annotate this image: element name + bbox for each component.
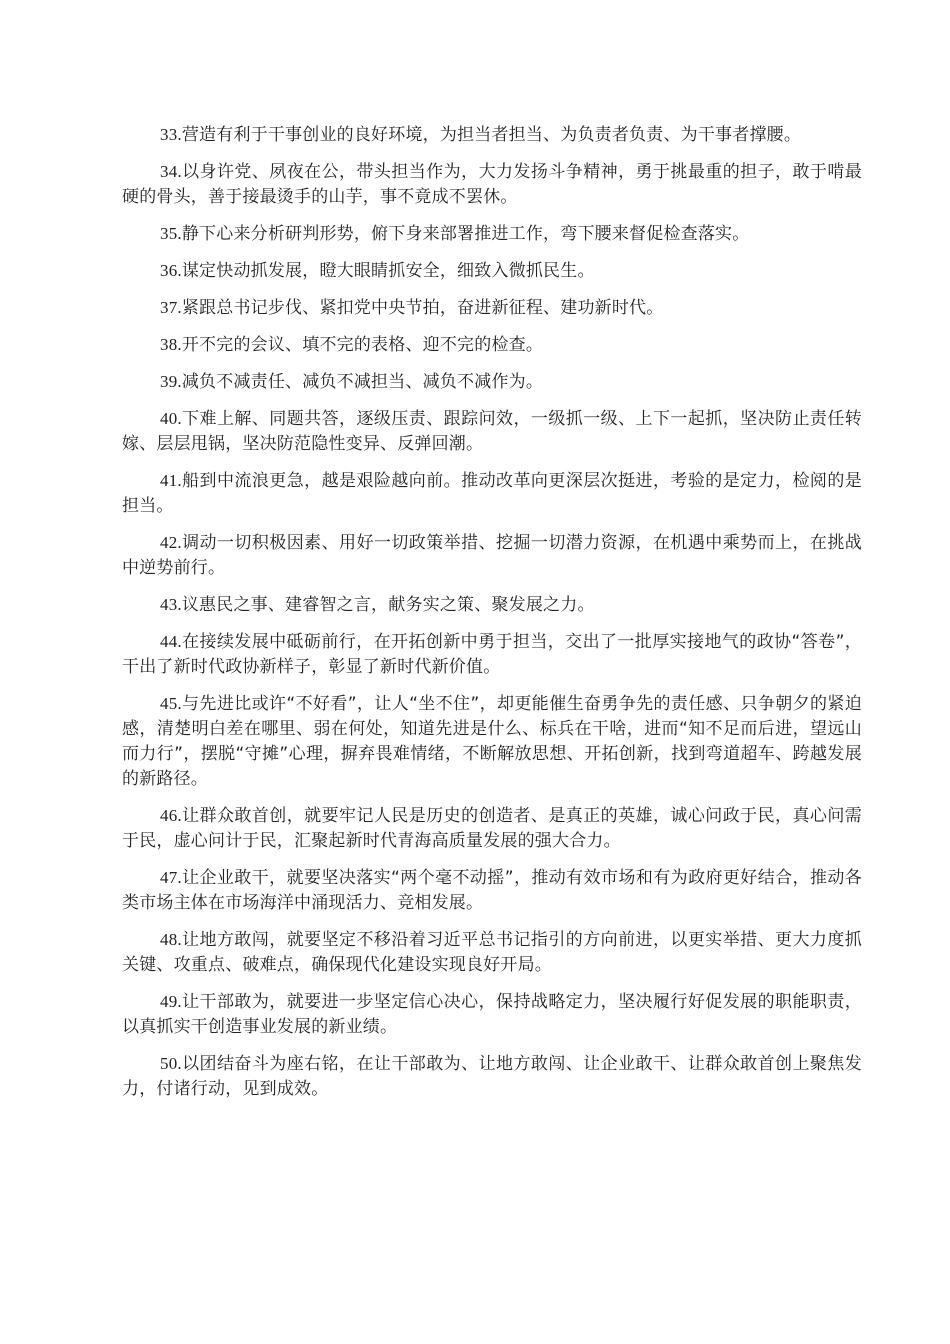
item-text: 让群众敢首创，就要牢记人民是历史的创造者、是真正的英雄，诚心问政于民，真心问需于民，虚心问计于民，汇聚起新时代青海高质量发展的强大合力。	[122, 806, 862, 851]
list-item	[122, 406, 862, 457]
item-text: 在接续发展中砥砺前行，在开拓创新中勇于担当，交出了一批厚实接地气的政协“答卷”，干出了新时代政协新样子，彰显了新时代新价值。	[122, 632, 862, 677]
item-text: 与先进比或许“不好看”，让人“坐不住”，却更能催生奋勇争先的责任感、只争朝夕的紧迫感，清楚明白差在哪里、弱在何处，知道先进是什么、标兵在干啥，进而“知不足而后进，望远山而力行”，摆脱“守摊”心理，摒弃畏难情绪，不断解放思想、开拓创新，找到弯道超车、跨越发展的新路径。	[122, 694, 862, 789]
list-item	[122, 629, 862, 680]
list-item	[122, 803, 862, 854]
item-number: 34.	[160, 162, 182, 181]
item-text: 船到中流浪更急，越是艰险越向前。推动改革向更深层次挺进，考验的是定力，检阅的是担当。	[122, 471, 862, 516]
list-item	[122, 530, 862, 581]
item-text: 调动一切积极因素、用好一切政策举措、挖掘一切潜力资源，在机遇中乘势而上，在挑战中逆势前行。	[122, 533, 862, 578]
list-item	[122, 221, 862, 247]
list-item	[122, 927, 862, 978]
list-item	[122, 865, 862, 916]
item-number: 46.	[160, 806, 182, 825]
item-number: 47.	[160, 868, 182, 887]
item-number: 48.	[160, 930, 182, 949]
document-body	[122, 122, 862, 1113]
item-text: 紧跟总书记步伐、紧扣党中央节拍，奋进新征程、建功新时代。	[181, 298, 664, 318]
list-item	[122, 122, 862, 148]
item-text: 让干部敢为，就要进一步坚定信心决心，保持战略定力，坚决履行好促发展的职能职责，以真抓实干创造事业发展的新业绩。	[122, 992, 862, 1037]
item-text: 营造有利于干事创业的良好环境，为担当者担当、为负责者负责、为干事者撑腰。	[181, 125, 802, 145]
list-item	[122, 258, 862, 284]
item-number: 40.	[160, 409, 182, 428]
item-text: 下难上解、同题共答，逐级压责、跟踪问效，一级抓一级、上下一起抓，坚决防止责任转嫁、层层甩锅，坚决防范隐性变异、反弹回潮。	[122, 409, 862, 454]
item-text: 议惠民之事、建睿智之言，献务实之策、聚发展之力。	[181, 595, 595, 615]
item-number: 50.	[160, 1054, 182, 1073]
item-number: 43.	[160, 595, 182, 614]
list-item	[122, 369, 862, 395]
list-item	[122, 592, 862, 618]
item-text: 减负不减责任、减负不减担当、减负不减作为。	[181, 372, 544, 392]
list-item	[122, 159, 862, 210]
item-number: 44.	[160, 632, 182, 651]
item-text: 以团结奋斗为座右铭，在让干部敢为、让地方敢闯、让企业敢干、让群众敢首创上聚焦发力，付诸行动，见到成效。	[122, 1054, 862, 1099]
item-text: 谋定快动抓发展，瞪大眼睛抓安全，细致入微抓民生。	[181, 261, 595, 281]
item-number: 35.	[160, 224, 182, 243]
item-number: 36.	[160, 261, 182, 280]
item-text: 让地方敢闯，就要坚定不移沿着习近平总书记指引的方向前进，以更实举措、更大力度抓关键、攻重点、破难点，确保现代化建设实现良好开局。	[122, 930, 862, 975]
list-item	[122, 295, 862, 321]
list-item	[122, 1051, 862, 1102]
item-number: 49.	[160, 992, 182, 1011]
list-item	[122, 691, 862, 792]
list-item	[122, 468, 862, 519]
list-item	[122, 989, 862, 1040]
item-number: 42.	[160, 533, 182, 552]
list-item	[122, 332, 862, 358]
item-number: 45.	[160, 694, 182, 713]
item-text: 静下心来分析研判形势，俯下身来部署推进工作，弯下腰来督促检查落实。	[181, 224, 750, 244]
item-number: 39.	[160, 372, 182, 391]
item-number: 38.	[160, 335, 182, 354]
item-number: 41.	[160, 471, 182, 490]
item-text: 让企业敢干，就要坚决落实“两个毫不动摇”，推动有效市场和有为政府更好结合，推动各类市场主体在市场海洋中涌现活力、竞相发展。	[122, 868, 862, 913]
item-text: 开不完的会议、填不完的表格、迎不完的检查。	[181, 335, 544, 355]
item-number: 37.	[160, 298, 182, 317]
item-number: 33.	[160, 125, 182, 144]
item-text: 以身许党、夙夜在公，带头担当作为，大力发扬斗争精神，勇于挑最重的担子，敢于啃最硬的骨头，善于接最烫手的山芋，事不竟成不罢休。	[122, 162, 862, 207]
